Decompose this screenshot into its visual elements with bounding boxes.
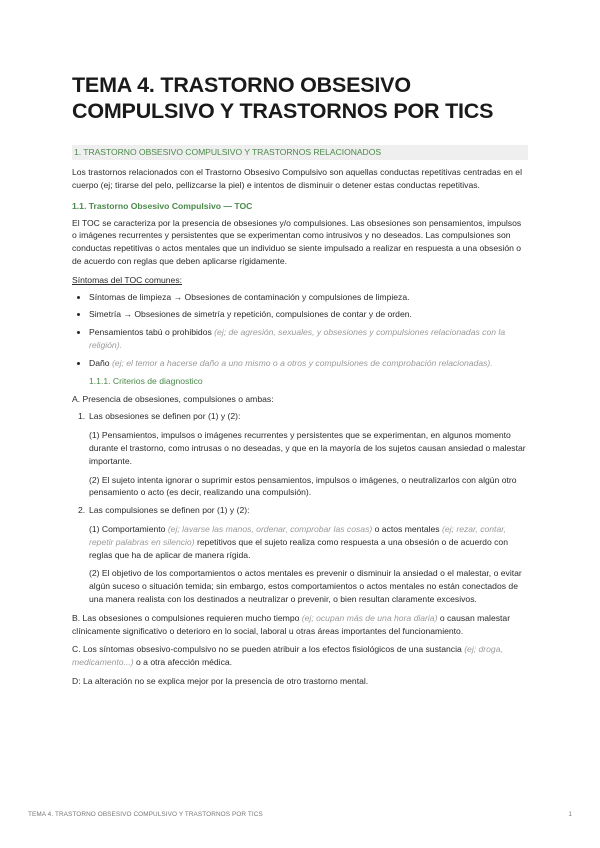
text-segment: repetitivos que el sujeto realiza como respuesta a una obsesión o de acuerdo con reglas que ha de aplicar de manera rígida. (89, 536, 508, 560)
document-title: TEMA 4. TRASTORNO OBSESIVO COMPULSIVO Y TRASTORNOS POR TICS (72, 73, 494, 123)
toc-paragraph: El TOC se caracteriza por la presencia de obsesiones y/o compulsiones. Las obsesiones son pensamientos, impulsos o imágenes recurrentes y persistentes que se experimentan como intrusivos y no deseados. Las compulsiones son conductas repetitivas o actos mentales que un individuo se siente impulsado a realizar en respuesta a una obsesión o de acuerdo con reglas que deben aplicarse rígidamente. (72, 217, 522, 266)
criterion-d: D: La alteración no se explica mejor por la presencia de otro trastorno mental. (72, 675, 369, 686)
text-segment: B. Las obsesiones o compulsiones requieren mucho tiempo (72, 612, 300, 623)
obsession-def-1: (1) Pensamientos, impulsos o imágenes recurrentes y persistentes que se experimentan, en algunos momento durante el trastorno, como intrusas o no deseadas, y que en la mayoría de los sujetos causan ansiedad o malestar importante. (89, 430, 526, 466)
list-item (72, 291, 528, 304)
item-label: Las compulsiones se definen por (1) y (2): (89, 505, 250, 516)
bullet-text: Simetría → Obsesiones de simetría y repetición, compulsiones de contar y de orden. (89, 309, 412, 320)
example-text: (ej; rezar, contar, repetir palabras en silencio) (89, 523, 507, 547)
criterion-a: A. Presencia de obsesiones, compulsiones o ambas: (72, 393, 274, 404)
page-number: 1 (568, 811, 572, 818)
symptoms-list (72, 291, 528, 370)
compulsion-def-2: (2) El objetivo de los comportamientos o actos mentales es prevenir o disminuir la ansiedad o el malestar, o evitar algún suceso o situación temida; sin embargo, estos comportamientos o actos mentales no están conectados de una manera realista con los destinados a neutralizar o prevenir, o bien resultan claramente excesivos. (89, 568, 522, 604)
obsession-def-2: (2) El sujeto intenta ignorar o suprimir estos pensamientos, impulsos o imágenes, o neutralizarlos con algún otro pensamiento o acto (es decir, realizando una compulsión). (89, 474, 517, 498)
example-text: (ej; droga, medicamento...) (72, 644, 503, 668)
list-item (72, 326, 528, 352)
example-text: (ej; lavarse las manos, ordenar, comprobar las cosas) (167, 523, 373, 534)
document-page (72, 72, 528, 688)
bullet-text: Síntomas de limpieza → Obsesiones de contaminación y compulsiones de limpieza. (89, 291, 410, 302)
section-heading: 1. TRASTORNO OBSESIVO COMPULSIVO Y TRASTORNOS RELACIONADOS (72, 145, 528, 160)
footer-title: TEMA 4. TRASTORNO OBSESIVO COMPULSIVO Y TRASTORNOS POR TICS (28, 811, 263, 818)
example-text: (ej; de agresión, sexuales, y obsesiones y compulsiones relacionadas con la religión). (89, 327, 506, 350)
text-segment: (1) Comportamiento (89, 523, 166, 534)
subsection-heading: 1.1. Trastorno Obsesivo Compulsivo — TOC (72, 200, 253, 211)
numbered-item-2 (72, 504, 528, 517)
intro-paragraph: Los trastornos relacionados con el Trastorno Obsesivo Compulsivo son aquellas conductas repetitivas centradas en el cuerpo (ej; tirarse del pelo, pellizcarse la piel) e intentos de disminuir o detener estas conductas repetitivas. (72, 167, 522, 190)
text-segment: o causan malestar clínicamente significativo o deterioro en lo social, laboral u otras áreas importantes del funcionamiento. (72, 612, 511, 636)
criterion-b (72, 612, 528, 638)
compulsion-def-1 (72, 523, 528, 561)
symptoms-label: Síntomas del TOC comunes: (72, 274, 183, 285)
numbered-item-1 (72, 410, 528, 423)
subsubsection-heading: 1.1.1. Criterios de diagnostico (89, 375, 203, 386)
list-item (72, 357, 528, 370)
example-text: (ej; el temor a hacerse daño a uno mismo o a otros y compulsiones de comprobación relacionadas). (111, 357, 493, 368)
bullet-text: Daño (89, 357, 110, 368)
item-number: 2. (78, 505, 86, 516)
text-segment: o actos mentales (374, 523, 440, 534)
criterion-c (72, 643, 528, 669)
text-segment: o a otra afección médica. (136, 657, 233, 668)
example-text: (ej; ocupan más de una hora diaria) (301, 612, 438, 623)
list-item (72, 308, 528, 321)
bullet-text: Pensamientos tabú o prohibidos (89, 327, 212, 338)
text-segment: C. Los síntomas obsesivo-compulsivo no se pueden atribuir a los efectos fisiológicos de una sustancia (72, 644, 462, 655)
page-footer (28, 811, 572, 818)
item-number: 1. (78, 411, 86, 422)
item-label: Las obsesiones se definen por (1) y (2): (89, 411, 241, 422)
